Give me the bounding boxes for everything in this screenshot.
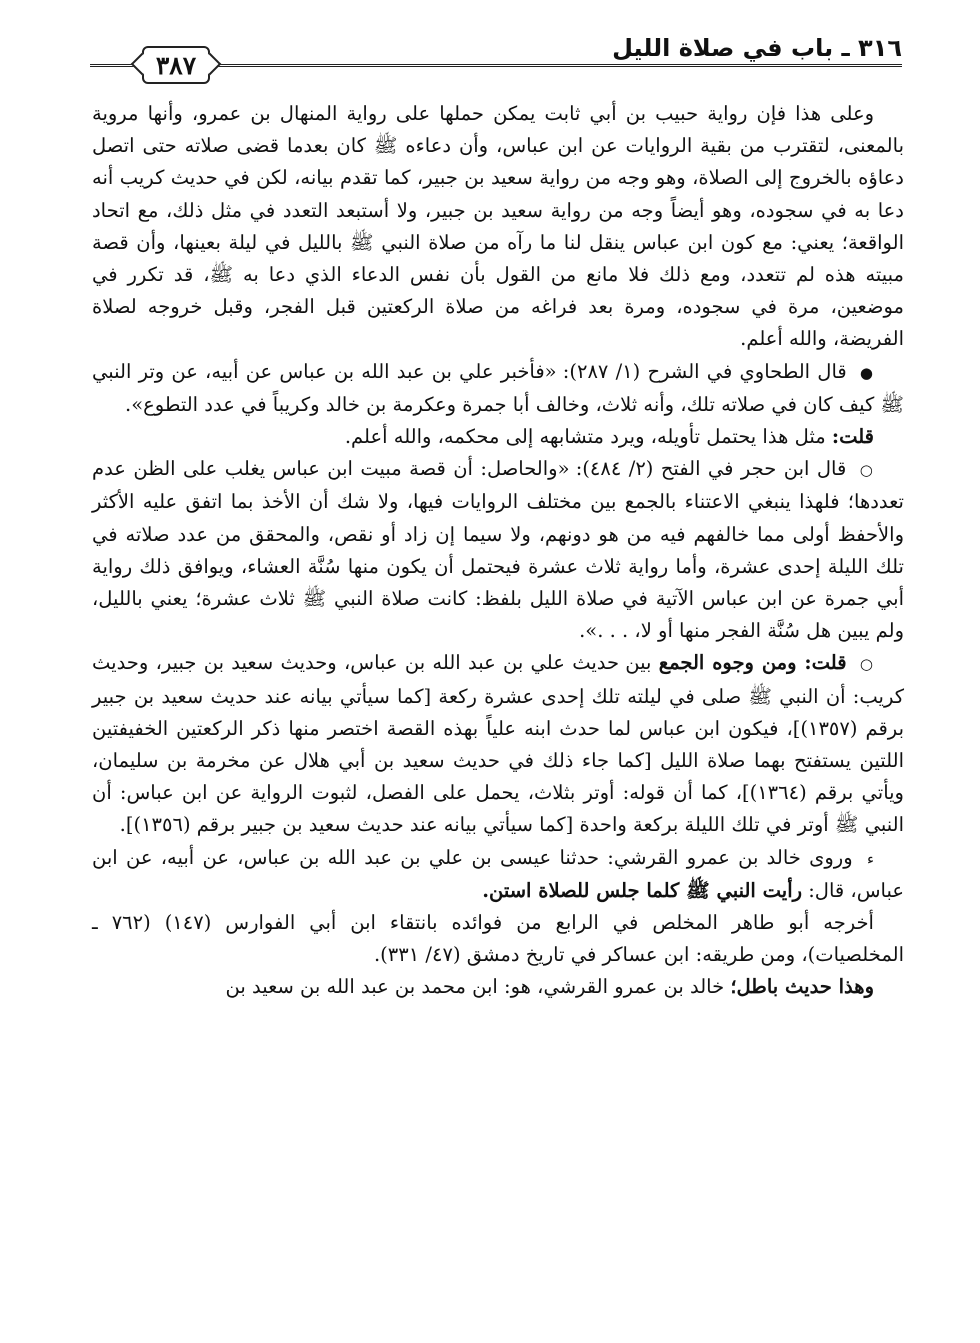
paragraph-7 — [92, 907, 904, 971]
paragraph-text: قال الطحاوي في الشرح (١/ ٢٨٧): «فأخبر علي بن عبد الله بن عباس عن أبيه، عن وتر النبي ﷺ كيف كان في صلاته تلك، وأنه ثلاث، وخالف أبا جمرة وعكرمة بن خالد وكريباً في عدد التطوع». — [92, 359, 904, 416]
hadith-marker-icon: ء — [866, 849, 875, 868]
paragraph-4 — [92, 453, 904, 647]
bullet-icon: ● — [859, 363, 875, 382]
circle-icon: ○ — [859, 655, 875, 674]
paragraph-text: أخرجه أبو طاهر المخلص في الرابع من فوائده بانتقاء ابن أبي الفوارس (١٤٧) (٧٦٢ ـ المخلصيات)، ومن طريقه: ابن عساكر في تاريخ دمشق (٤٧/ ٣٣١). — [92, 911, 904, 967]
paragraph-text: بين حديث علي بن عبد الله بن عباس، وحديث سعيد بن جبير، وحديث كريب: أن النبي ﷺ صلى في ليلته تلك إحدى عشرة ركعة [كما سيأتي بيانه عند حديث سعيد بن جبير برقم (١٣٥٧)]، فيكون ابن عباس لما حدث ابنه علياً بهذه القصة اختصر منها ذكر الركعتين الخفيفتين اللتين يستفتح بهما صلاة الليل [كما جاء ذلك في حديث سعيد بن أبي هلال عن مخرمة بن سليمان، ويأتي برقم (١٣٦٤)]، كما أن قوله: أوتر بثلاث، يحمل على الفصل، لثبوت الرواية عن ابن عباس: أن النبي ﷺ أوتر في تلك الليلة بركعة واحدة [كما سيأتي بيانه عند حديث سعيد بن جبير برقم (١٣٥٦)]. — [92, 651, 904, 837]
paragraph-text: مثل هذا يحتمل تأويله، ويرد متشابهه إلى محكمه، والله أعلم. — [344, 425, 826, 449]
circle-icon: ○ — [859, 461, 874, 480]
hadith-text: رأيت النبي ﷺ كلما جلس للصلاة استن. — [482, 878, 803, 902]
paragraph-1 — [92, 98, 904, 356]
lead-text: قلت: — [831, 425, 874, 449]
paragraph-text: خالد بن عمرو القرشي، هو: ابن محمد بن عبد الله بن سعيد بن — [225, 975, 725, 999]
paragraph-8 — [92, 971, 904, 1003]
lead-text: قلت: ومن وجوه الجمع — [658, 651, 847, 675]
paragraph-text: وروى خالد بن عمرو القرشي: حدثنا عيسى بن علي بن عبد الله بن عباس، عن أبيه، عن ابن عباس، قال: — [92, 845, 904, 902]
paragraph-5 — [92, 647, 904, 841]
page-number: ٣٨٧ — [155, 50, 197, 80]
paragraph-text: وعلى هذا فإن رواية حبيب بن أبي ثابت يمكن حملها على رواية المنهال بن عمرو، وأنها مروية بالمعنى، لتقترب من بقية الروايات عن ابن عباس، وأن دعاءه ﷺ كان بعدما قضى صلاته حتى اتصل دعاؤه بالخروج إلى الصلاة، وهو وجه من رواية سعيد بن جبير، كما تقدم بيانه، لكن في حديث كريب أنه دعا به في سجوده، وهو أيضاً وجه من رواية سعيد بن جبير، ولا أستبعد التعدد في مثل ذلك، مع اتحاد الواقعة؛ يعني: مع كون ابن عباس ينقل لنا ما رآه من صلاة النبي ﷺ بالليل في ليلة بعينها، وأن قصة مبيته هذه لم تتعدد، ومع ذلك فلا مانع من القول بأن نفس الدعاء الذي دعا به ﷺ، قد تكرر في موضعين، مرة في سجوده، ومرة بعد فراغه من صلاة الركعتين قبل الفجر، وقبل خروجه لصلاة الفريضة، والله أعلم. — [92, 102, 904, 351]
page-number-badge — [142, 46, 210, 84]
paragraph-text: قال ابن حجر في الفتح (٢/ ٤٨٤): «والحاصل: أن قصة مبيت ابن عباس يغلب على الظن عدم تعددها؛ فلهذا ينبغي الاعتناء بالجمع بين مختلف الروايات فيها، ولا شك أن الأخذ بما اتفق عليه الأكثر والأحفظ أولى مما خالفهم فيه من هو دونهم، ولا سيما إن زاد أو نقص، والمحقق من عدد صلاته في تلك الليلة إحدى عشرة، وأما رواية ثلاث عشرة فيحتمل أن يكون منها سُنَّة العشاء، ويوافق ذلك رواية أبي جمرة عن ابن عباس الآتية في صلاة الليل بلفظ: كانت صلاة النبي ﷺ ثلاث عشرة؛ يعني بالليل، ولم يبين هل سُنَّة الفجر منها أو لا، . . .». — [92, 457, 904, 643]
page-header — [90, 28, 902, 88]
paragraph-6 — [92, 842, 904, 907]
lead-text: وهذا حديث باطل؛ — [730, 975, 874, 999]
page-body — [92, 98, 904, 1004]
paragraph-2 — [92, 356, 904, 421]
running-title: ٣١٦ ـ باب في صلاة الليل — [612, 34, 902, 62]
header-rule-right — [208, 64, 902, 67]
paragraph-3 — [92, 421, 904, 453]
